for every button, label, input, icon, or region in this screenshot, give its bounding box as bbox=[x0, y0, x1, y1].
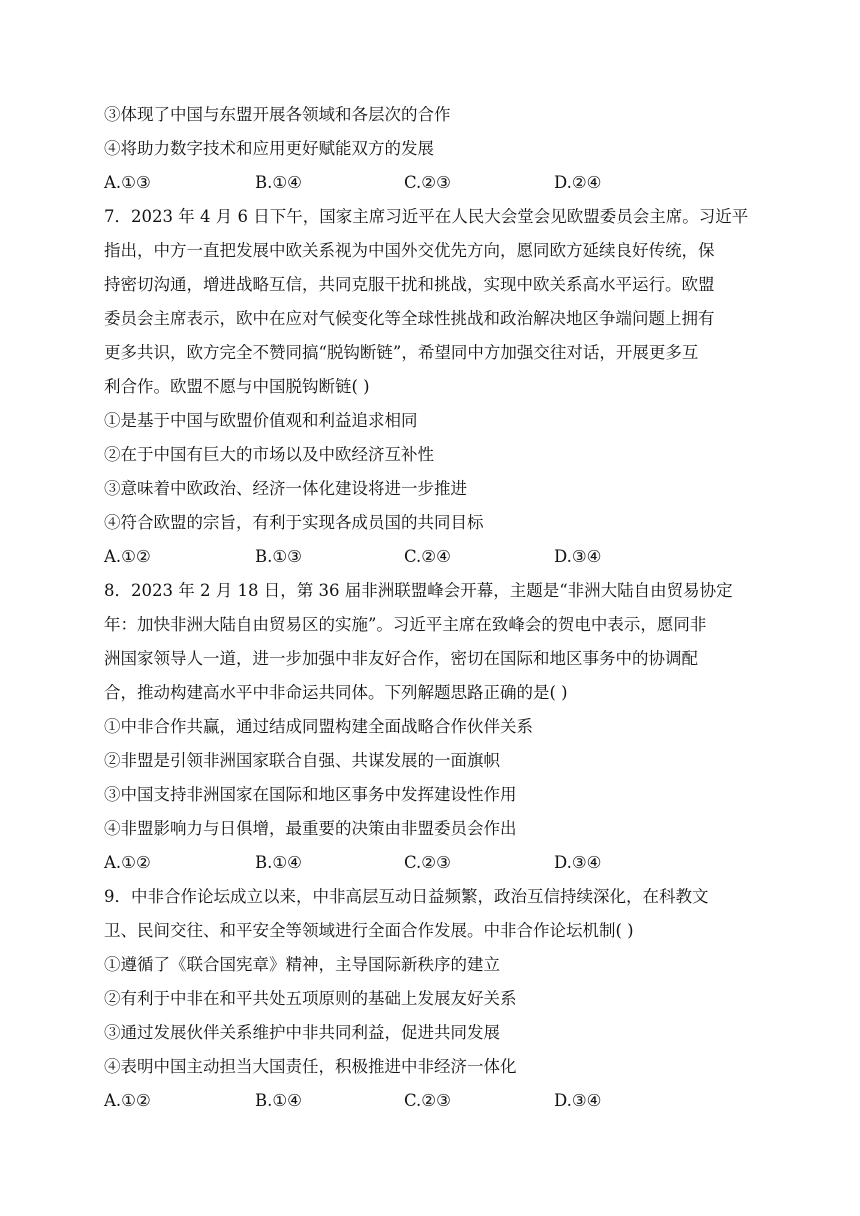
q6-statement-3: ③体现了中国与东盟开展各领域和各层次的合作 bbox=[104, 105, 451, 124]
q7-stem-line: 持密切沟通，增进战略互信，共同克服干扰和挑战，实现中欧关系高水平运行。欧盟 bbox=[104, 275, 715, 294]
q7-stem-line: 7．2023 年 4 月 6 日下午，国家主席习近平在人民大会堂会见欧盟委员会主席。习近平 bbox=[104, 207, 749, 226]
q6-option-c: C.②③ bbox=[404, 173, 451, 192]
q7-statement-3: ③意味着中欧政治、经济一体化建设将进一步推进 bbox=[104, 479, 467, 498]
q9-statement-1: ①遵循了《联合国宪章》精神，主导国际新秩序的建立 bbox=[104, 955, 500, 974]
q8-stem-line: 合，推动构建高水平中非命运共同体。下列解题思路正确的是( ) bbox=[104, 683, 568, 702]
q7-statement-4: ④符合欧盟的宗旨，有利于实现各成员国的共同目标 bbox=[104, 513, 484, 532]
q9-option-c: C.②③ bbox=[404, 1091, 451, 1110]
q9-statement-2: ②有利于中非在和平共处五项原则的基础上发展友好关系 bbox=[104, 989, 517, 1008]
q8-stem-line: 8．2023 年 2 月 18 日，第 36 届非洲联盟峰会开幕，主题是“非洲大陆自由贸易协定 bbox=[104, 581, 733, 600]
q7-stem-line: 委员会主席表示，欧中在应对气候变化等全球性挑战和政治解决地区争端问题上拥有 bbox=[104, 309, 715, 328]
q7-statement-2: ②在于中国有巨大的市场以及中欧经济互补性 bbox=[104, 445, 434, 464]
q9-option-b: B.①④ bbox=[255, 1091, 302, 1110]
q7-option-b: B.①③ bbox=[255, 547, 302, 566]
q6-statement-4: ④将助力数字技术和应用更好赋能双方的发展 bbox=[104, 139, 434, 158]
q6-option-d: D.②④ bbox=[554, 173, 602, 192]
q9-statement-3: ③通过发展伙伴关系维护中非共同利益，促进共同发展 bbox=[104, 1023, 500, 1042]
q7-statement-1: ①是基于中国与欧盟价值观和利益追求相同 bbox=[104, 411, 418, 430]
q8-statement-3: ③中国支持非洲国家在国际和地区事务中发挥建设性作用 bbox=[104, 785, 517, 804]
q6-option-b: B.①④ bbox=[255, 173, 302, 192]
q9-statement-4: ④表明中国主动担当大国责任，积极推进中非经济一体化 bbox=[104, 1057, 517, 1076]
q8-option-c: C.②③ bbox=[404, 853, 451, 872]
q9-option-d: D.③④ bbox=[554, 1091, 602, 1110]
q7-option-a: A.①② bbox=[104, 547, 151, 566]
q8-option-d: D.③④ bbox=[554, 853, 602, 872]
q9-stem-line: 卫、民间交往、和平安全等领域进行全面合作发展。中非合作论坛机制( ) bbox=[104, 921, 634, 940]
q8-stem-line: 洲国家领导人一道，进一步加强中非友好合作，密切在国际和地区事务中的协调配 bbox=[104, 649, 698, 668]
q7-stem-line: 指出，中方一直把发展中欧关系视为中国外交优先方向，愿同欧方延续良好传统，保 bbox=[104, 241, 715, 260]
q8-statement-4: ④非盟影响力与日俱增，最重要的决策由非盟委员会作出 bbox=[104, 819, 517, 838]
q6-option-a: A.①③ bbox=[104, 173, 151, 192]
q8-stem-line: 年：加快非洲大陆自由贸易区的实施”。习近平主席在致峰会的贺电中表示，愿同非 bbox=[104, 615, 707, 634]
q8-option-b: B.①④ bbox=[255, 853, 302, 872]
q8-statement-2: ②非盟是引领非洲国家联合自强、共谋发展的一面旗帜 bbox=[104, 751, 500, 770]
q9-option-a: A.①② bbox=[104, 1091, 151, 1110]
q7-option-d: D.③④ bbox=[554, 547, 602, 566]
q9-stem-line: 9．中非合作论坛成立以来，中非高层互动日益频繁，政治互信持续深化，在科教文 bbox=[104, 887, 709, 906]
q8-option-a: A.①② bbox=[104, 853, 151, 872]
q7-stem-line: 利合作。欧盟不愿与中国脱钩断链( ) bbox=[104, 377, 370, 396]
q7-stem-line: 更多共识，欧方完全不赞同搞“脱钩断链”，希望同中方加强交往对话，开展更多互 bbox=[104, 343, 699, 362]
q8-statement-1: ①中非合作共赢，通过结成同盟构建全面战略合作伙伴关系 bbox=[104, 717, 533, 736]
q7-option-c: C.②④ bbox=[404, 547, 451, 566]
